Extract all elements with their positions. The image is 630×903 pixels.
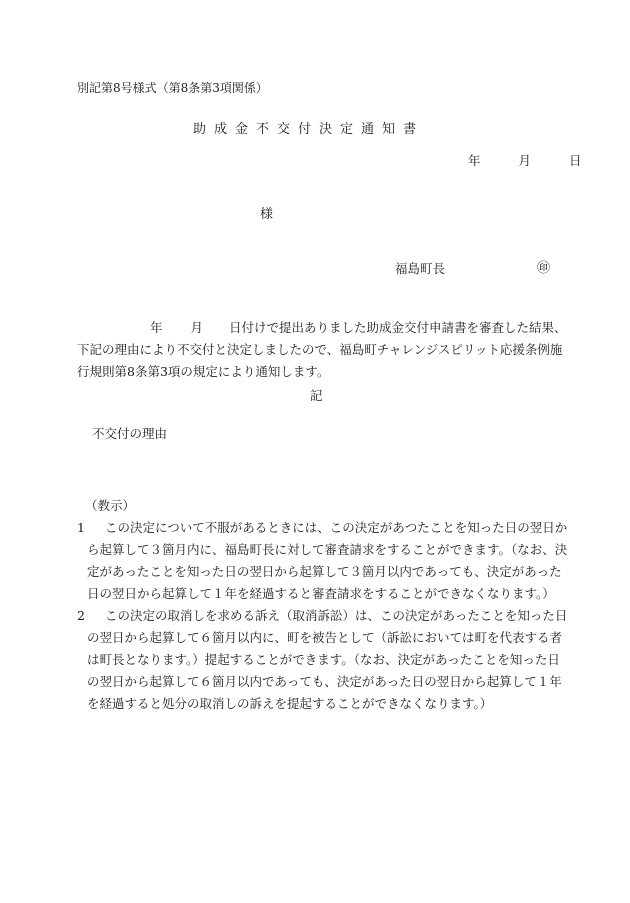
- instruction-1-line-1: [77, 517, 568, 539]
- instruction-1-text-1: この決定について不服があるときには、この決定があつたことを知った日の翌日か: [105, 520, 568, 535]
- seal-mark: ㊞: [537, 261, 551, 276]
- instruction-2-line-5: を経過すると処分の取消しの訴えを提起することができなくなります。）: [87, 696, 493, 711]
- date-line: [468, 155, 582, 168]
- body-line-1-rest: 日付けで提出ありました助成金交付申請書を審査した結果、: [229, 320, 567, 335]
- instruction-2-number: 2: [77, 608, 85, 623]
- recipient-suffix: 様: [260, 207, 274, 222]
- body-line-3: 行規則第8条第3項の規定により通知します。: [77, 364, 330, 379]
- instruction-2-line-3: は町長となります。）提起することができます。（なお、決定があったことを知った日: [87, 652, 560, 667]
- instructions-section: [77, 495, 568, 715]
- body-line-2: 下記の理由により不交付と決定しましたので、福島町チャレンジスピリット応援条例施: [77, 342, 563, 357]
- notice-body: [77, 317, 567, 383]
- instructions-heading: （教示）: [85, 498, 136, 513]
- instruction-1-line-3: 定があったことを知った日の翌日から起算して３箇月以内であっても、決定があった: [87, 564, 562, 579]
- date-year: 年: [468, 153, 481, 168]
- instruction-1-line-2: ら起算して３箇月内に、福島町長に対して審査請求をすることができます。（なお、決: [87, 542, 568, 557]
- instruction-2-text-1: この決定の取消しを求める訴え（取消訴訟）は、この決定があったことを知った日: [105, 608, 568, 623]
- instruction-2-line-4: の翌日から起算して６箇月以内であっても、決定があった日の翌日から起算して１年: [87, 674, 562, 689]
- body-month: 月: [190, 320, 204, 335]
- body-line-1: [77, 317, 567, 339]
- memo-heading: 記: [310, 388, 323, 403]
- reason-label: 不交付の理由: [92, 426, 168, 441]
- instruction-1-line-4: 日の翌日から起算して１年を経過すると審査請求をすることができなくなります。）: [87, 586, 555, 601]
- date-day: 日: [569, 153, 582, 168]
- date-month: 月: [518, 153, 532, 168]
- issuer-name: 福島町長: [395, 261, 446, 276]
- instruction-2-line-1: [77, 605, 568, 627]
- document-title: 助成金不交付決定通知書: [193, 122, 425, 137]
- form-label: 別記第8号様式（第8条第3項関係）: [77, 81, 268, 95]
- body-year: 年: [150, 320, 163, 335]
- instruction-2-line-2: の翌日から起算して６箇月以内に、町を被告として（訴訟においては町を代表する者: [87, 630, 563, 645]
- instruction-1-number: 1: [77, 520, 85, 535]
